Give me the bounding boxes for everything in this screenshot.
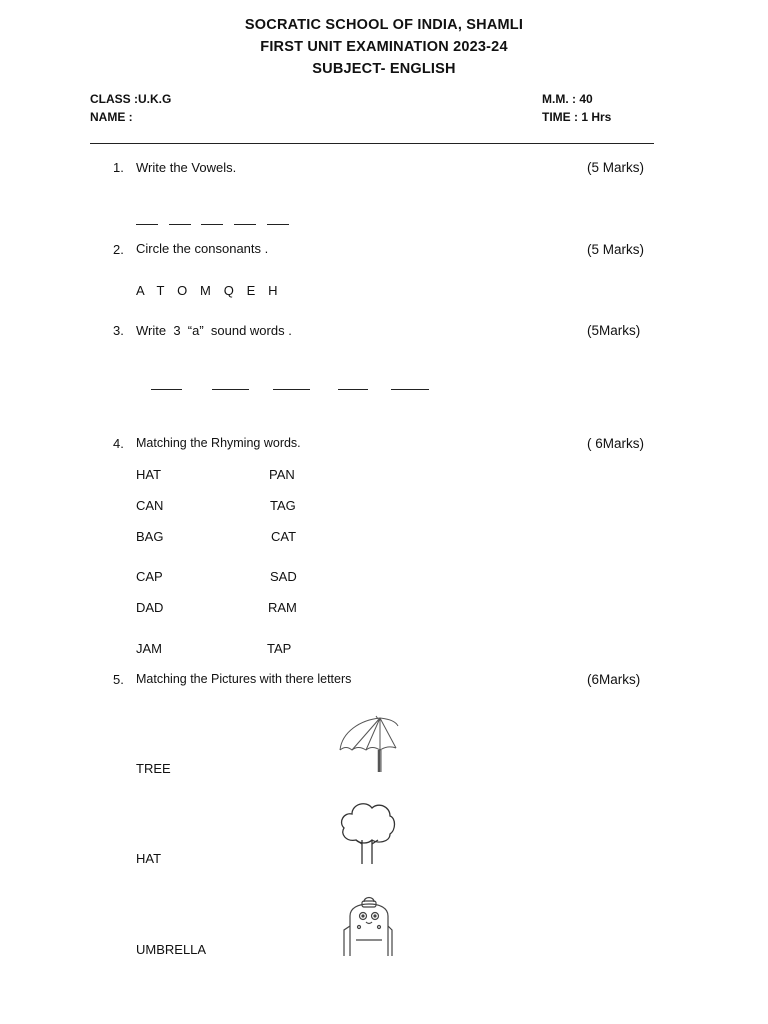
question-3-marks: (5Marks) <box>587 323 641 338</box>
question-4-number: 4. <box>113 436 124 451</box>
sound-word-blank[interactable] <box>338 389 368 390</box>
rhyme-right-word: SAD <box>270 569 297 584</box>
rhyme-left-word: DAD <box>136 600 164 615</box>
question-1-marks: (5 Marks) <box>587 160 644 175</box>
question-1-text: Write the Vowels. <box>136 160 237 175</box>
rhyme-left-word: BAG <box>136 529 164 544</box>
sound-word-blank[interactable] <box>151 389 182 390</box>
question-5-marks: (6Marks) <box>587 672 641 687</box>
vowel-blank[interactable] <box>267 224 289 225</box>
rhyme-right-word: CAT <box>271 529 297 544</box>
sound-word-blank[interactable] <box>273 389 310 390</box>
rhyme-right-word: TAG <box>270 498 296 513</box>
consonant-letters[interactable]: A T O M Q E H <box>136 283 279 298</box>
question-1-number: 1. <box>113 160 124 175</box>
name-label: NAME : <box>90 110 133 124</box>
question-2-number: 2. <box>113 242 124 257</box>
exam-title: FIRST UNIT EXAMINATION 2023-24 <box>260 39 508 55</box>
sound-word-blank[interactable] <box>212 389 249 390</box>
school-name: SOCRATIC SCHOOL OF INDIA, SHAMLI <box>244 17 524 33</box>
tree-icon <box>332 800 396 866</box>
header-divider <box>90 143 654 144</box>
picture-word: UMBRELLA <box>136 942 207 957</box>
class-label: CLASS :U.K.G <box>90 92 172 106</box>
backpack-icon <box>342 896 394 956</box>
rhyme-left-word: HAT <box>136 467 162 482</box>
question-3-number: 3. <box>113 323 124 338</box>
sound-word-blank[interactable] <box>391 389 429 390</box>
time-label: TIME : 1 Hrs <box>542 110 612 124</box>
rhyme-right-word: TAP <box>267 641 292 656</box>
question-4-text: Matching the Rhyming words. <box>136 436 301 450</box>
vowel-blank[interactable] <box>136 224 158 225</box>
vowel-blank[interactable] <box>201 224 223 225</box>
rhyme-right-word: RAM <box>268 600 297 615</box>
picture-word: HAT <box>136 851 162 866</box>
subject-title: SUBJECT- ENGLISH <box>312 61 456 77</box>
picture-word: TREE <box>136 761 171 776</box>
max-marks: M.M. : 40 <box>542 92 593 106</box>
question-2-text: Circle the consonants . <box>136 241 269 256</box>
vowel-blank[interactable] <box>234 224 256 225</box>
question-3-text: Write 3 “a” sound words . <box>136 323 292 338</box>
rhyme-right-word: PAN <box>269 467 295 482</box>
umbrella-icon <box>336 714 400 776</box>
question-5-text: Matching the Pictures with there letters <box>136 672 352 686</box>
rhyme-left-word: CAP <box>136 569 163 584</box>
question-4-marks: ( 6Marks) <box>587 436 644 451</box>
rhyme-left-word: JAM <box>136 641 162 656</box>
question-5-number: 5. <box>113 672 124 687</box>
vowel-blank[interactable] <box>169 224 191 225</box>
question-2-marks: (5 Marks) <box>587 242 644 257</box>
rhyme-left-word: CAN <box>136 498 164 513</box>
